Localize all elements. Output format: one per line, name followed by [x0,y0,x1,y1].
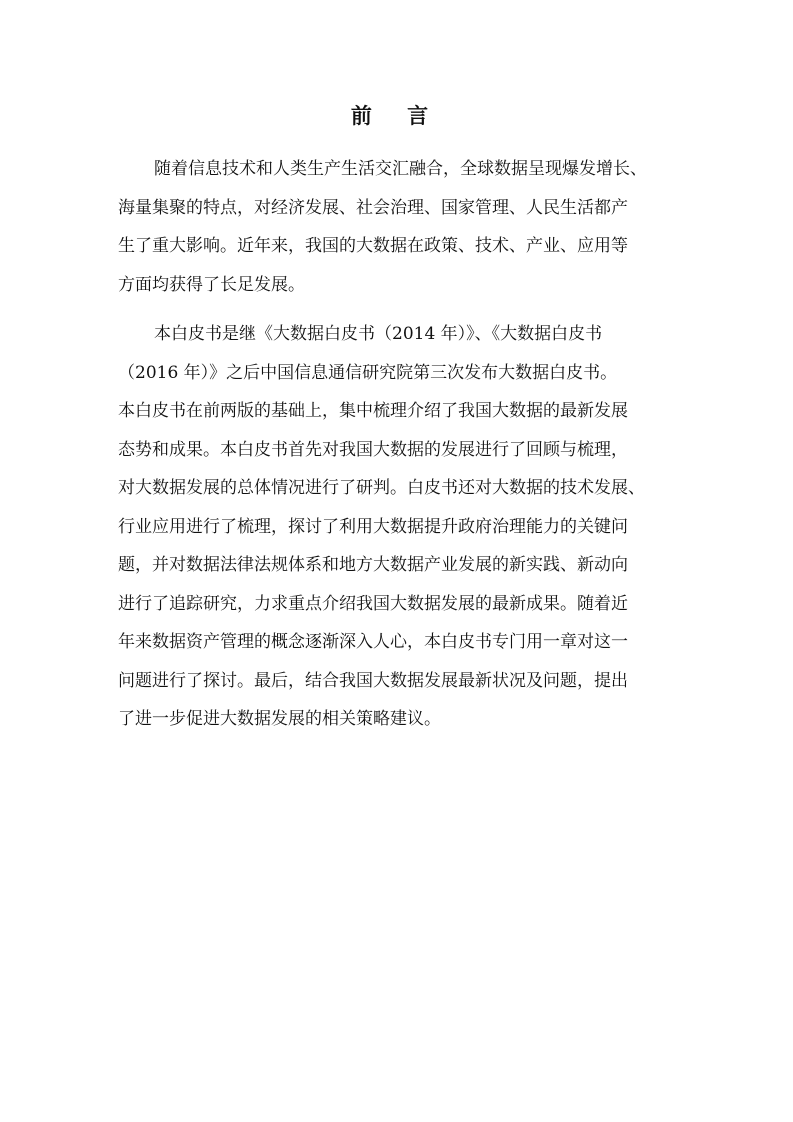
paragraph-line: 年来数据资产管理的概念逐渐深入人心，本白皮书专门用一章对这一 [118,632,628,652]
paragraph-2 [118,315,680,739]
body-text [118,150,680,750]
paragraph-line: 海量集聚的特点，对经济发展、社会治理、国家管理、人民生活都产 [118,197,628,218]
paragraph-line: 问题进行了探讨。最后，结合我国大数据发展最新状况及问题，提出 [118,670,628,691]
paragraph-line: 态势和成果。本白皮书首先对我国大数据的发展进行了回顾与梳理， [118,439,628,460]
paragraph-line: 随着信息技术和人类生产生活交汇融合，全球数据呈现爆发增长、 [154,159,647,179]
paragraph-line: 生了重大影响。近年来，我国的大数据在政策、技术、产业、应用等 [118,236,628,256]
paragraph-line: 本白皮书是继《大数据白皮书（2014 年）》、《大数据白皮书 [154,324,603,344]
paragraph-line: 了进一步促进大数据发展的相关策略建议。 [118,709,441,729]
paragraph-line: 本白皮书在前两版的基础上，集中梳理介绍了我国大数据的最新发展 [118,401,628,421]
paragraph-line: （2016 年）》之后中国信息通信研究院第三次发布大数据白皮书。 [118,362,618,383]
paragraph-1 [118,150,680,304]
page-title: 前 言 [350,104,443,128]
paragraph-line: 进行了追踪研究，力求重点介绍我国大数据发展的最新成果。随着近 [118,593,628,614]
paragraph-line: 题，并对数据法律法规体系和地方大数据产业发展的新实践、新动向 [118,555,628,575]
paragraph-line: 行业应用进行了梳理，探讨了利用大数据提升政府治理能力的关键问 [118,516,628,537]
paragraph-line: 对大数据发展的总体情况进行了研判。白皮书还对大数据的技术发展、 [118,478,645,498]
paragraph-line: 方面均获得了长足发展。 [118,274,305,295]
